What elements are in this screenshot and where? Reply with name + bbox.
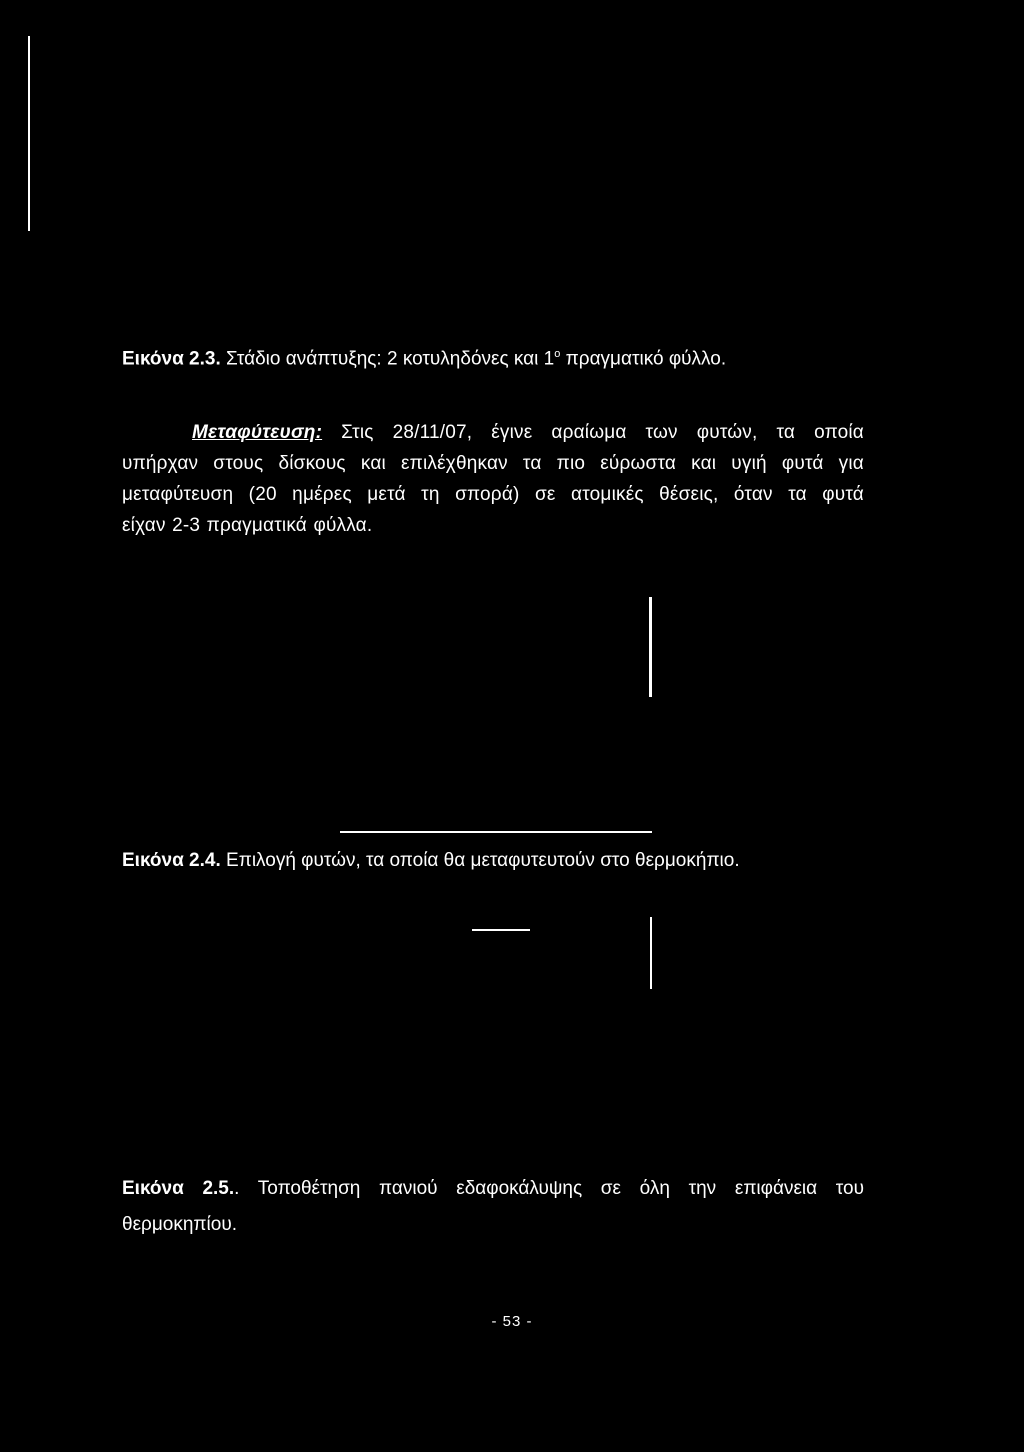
paragraph-lead: Μεταφύτευση: [192,422,323,443]
figure-2-4-label: Εικόνα 2.4. [122,850,221,871]
figure-2-4-text: Επιλογή φυτών, τα οποία θα μεταφυτευτούν στο θερμοκήπιο. [226,850,740,871]
paragraph-line-2: υπήρχαν στους δίσκους και επιλέχθηκαν τα πιο εύρωστα και υγιή φυτά για [122,453,864,474]
figure-2-5-text-line-1: . Τοποθέτηση πανιού εδαφοκάλυψης σε όλη την επιφάνεια του [234,1178,864,1199]
figure-2-3-text-end: πραγματικό φύλλο. [565,348,727,370]
photo-edge-line-top-left [28,36,30,231]
figure-2-3-text: Στάδιο ανάπτυξης: 2 κοτυληδόνες και 1 [226,348,555,370]
paragraph-line-1 [122,417,864,448]
figure-2-3-caption [122,342,726,371]
paragraph-line-4: είχαν 2-3 πραγματικά φύλλα. [122,515,373,536]
figure-2-3-label: Εικόνα 2.3. [122,348,221,370]
photo-edge-line-short [472,929,530,931]
figure-2-4-caption [122,849,740,873]
page-number: - 53 - [491,1313,533,1330]
paragraph-line-3: μεταφύτευση (20 ημέρες μετά τη σπορά) σε ατομικές θέσεις, όταν τα φυτά [122,484,864,505]
paragraph-line-1-text: Στις 28/11/07, έγινε αραίωμα των φυτών, τα οποία [341,422,864,443]
figure-2-3-superscript: ο [554,348,561,360]
photo-edge-line-horizontal [340,831,652,833]
transplanting-paragraph [122,417,864,541]
figure-2-5-text-line-2: θερμοκηπίου. [122,1214,237,1235]
figure-2-5-line-1 [122,1171,864,1207]
figure-2-5-caption [122,1171,864,1243]
photo-edge-line-lower [650,917,652,989]
figure-2-5-label: Εικόνα 2.5. [122,1178,235,1199]
photo-edge-line-middle [649,597,652,697]
